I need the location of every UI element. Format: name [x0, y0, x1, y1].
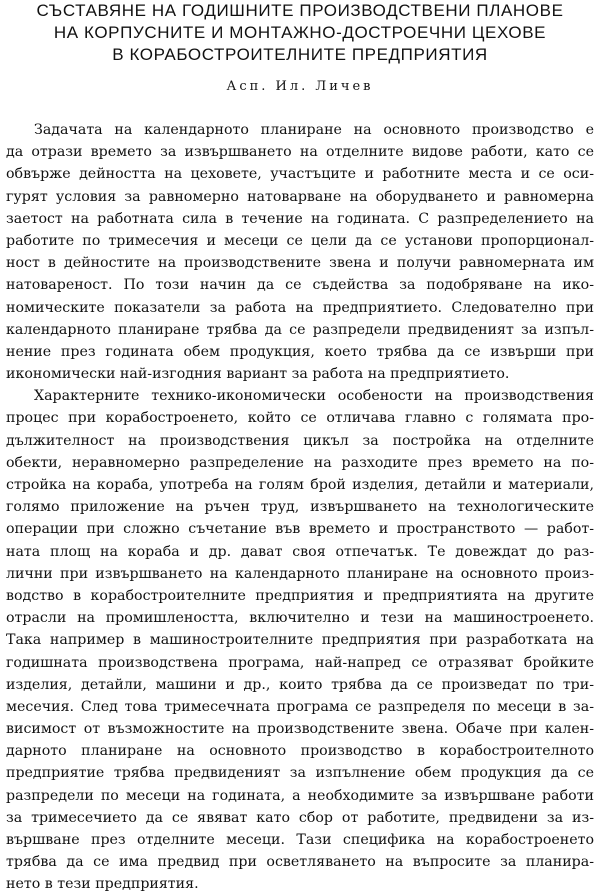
text-line: предприятие трябва предвиденият за изпълнение обем продукция да се	[6, 765, 594, 782]
article-author: Асп. Ил. Личев	[226, 79, 374, 94]
text-line: обвърже дейността на цеховете, участъците и работните места и се оси-	[6, 166, 594, 183]
title-line: СЪСТАВЯНЕ НА ГОДИШНИТЕ ПРОИЗВОДСТВЕНИ ПЛАНОВЕ	[36, 1, 564, 20]
text-line: водство в корабостроителните предприятия и предприятията на другите	[6, 587, 594, 604]
text-line: гурят условия за равномерно натоварване на оборудването и равномерна	[6, 188, 594, 205]
text-line: работите по тримесечия и месеци се цели да се установи пропорционал-	[6, 232, 594, 249]
text-line: натовареност. По този начин да се съдейства за подобряване на ико-	[6, 277, 594, 294]
text-line: годишната производствена програма, най-напред се отразяват бройките	[6, 654, 594, 671]
text-line: операции при сложно съчетание във времето и пространството — работ-	[6, 521, 594, 538]
text-line: нение през годината обем продукция, което трябва да се извърши при	[6, 343, 594, 360]
text-line: голямо приложение на ръчен труд, извършването на технологическите	[6, 499, 594, 516]
text-line: ност в дейностите на производствените звена и получи равномерната им	[6, 255, 594, 272]
paragraph-2	[0, 385, 600, 895]
text-line: Задачата на календарното планиране на основното производство е	[34, 122, 594, 138]
paragraph-1	[0, 119, 600, 385]
text-line: процес при корабостроенето, който се отличава главно с голямата про-	[6, 410, 594, 427]
title-line: В КОРАБОСТРОИТЕЛНИТЕ ПРЕДПРИЯТИЯ	[112, 45, 488, 64]
article-body	[0, 119, 600, 896]
text-line: Така например в машиностроителните предприятия при разработката на	[6, 632, 594, 649]
text-line: лични при извършването на календарното планиране на основното произ-	[6, 565, 594, 582]
text-line: да отрази времето за извършването на отделните видове работи, като се	[6, 144, 594, 161]
article-title	[10, 0, 590, 66]
text-line: вършване през отделните месеци. Тази специфика на корабостроенето	[6, 832, 594, 848]
text-line: разпредели по месеци на годината, а необходимите за извършване работи	[6, 787, 594, 804]
text-line: изделия, детайли, машини и др., които трябва да се произведат по три-	[6, 676, 594, 693]
text-line: висимост от възможностите на производствените звена. Обаче при кален-	[6, 721, 594, 738]
text-line: ната площ на кораба и др. дават своя отпечатък. Те довеждат до раз-	[6, 543, 594, 560]
text-line: обекти, неравномерно разпределение на разходите през времето на по-	[6, 454, 594, 471]
text-line: Характерните технико-икономически особености на производствения	[34, 388, 594, 405]
text-line: календарното планиране трябва да се разпредели предвиденият за изпъл-	[6, 321, 594, 338]
text-line: заетост на работната сила в течение на годината. С разпределението на	[6, 210, 594, 227]
text-line: номическите показатели за работа на предприятието. Следователно при	[6, 299, 594, 316]
text-line: трябва да се има предвид при осветляването на въпросите за планира-	[6, 854, 594, 871]
title-line: НА КОРПУСНИТЕ И МОНТАЖНО-ДОСТРОЕЧНИ ЦЕХОВЕ	[53, 23, 547, 42]
text-line: дарното планиране на основното производство в корабостроителното	[6, 743, 594, 760]
text-line: икономически най-изгодния вариант за работа на предприятието.	[6, 366, 510, 383]
text-line: за тримесечието да се явяват като сбор от работите, предвидени за из-	[6, 809, 594, 826]
text-line: отрасли на промишлеността, включително и тези на машиностроенето.	[6, 610, 594, 627]
text-line: стройка на кораба, употреба на голям брой изделия, детайли и материали,	[6, 477, 594, 493]
text-line: дължителност на производствения цикъл за постройка на отделните	[6, 432, 594, 449]
text-line: месечия. След това тримесечната програма се разпределя по месеци в за-	[6, 698, 594, 715]
text-line: нето в тези предприятия.	[6, 876, 199, 893]
